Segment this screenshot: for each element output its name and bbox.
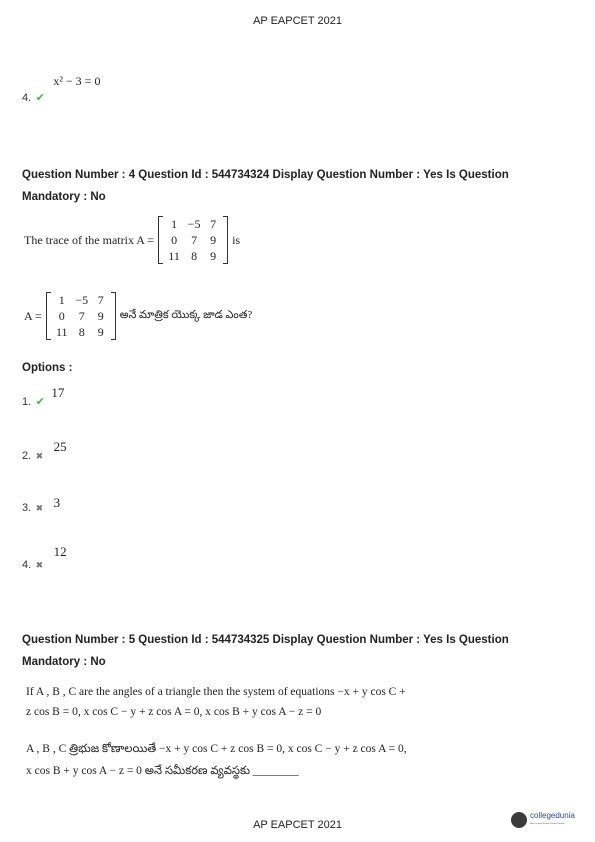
matrix-cell: 7 bbox=[97, 293, 104, 307]
q4-heading-line1: Question Number : 4 Question Id : 544734324 Display Question Number : Yes Is Question bbox=[22, 169, 509, 181]
option-1[interactable] bbox=[22, 384, 65, 408]
matrix-cell: 1 bbox=[58, 293, 65, 307]
q5-english bbox=[26, 682, 406, 722]
mascot-icon bbox=[511, 812, 527, 828]
matrix-cell: 8 bbox=[78, 325, 85, 339]
q4-heading-line2: Mandatory : No bbox=[22, 191, 106, 203]
matrix-cell: 9 bbox=[210, 249, 217, 263]
q5-heading-line2: Mandatory : No bbox=[22, 656, 106, 668]
matrix-cell: 7 bbox=[191, 233, 198, 247]
check-icon: ✔ bbox=[35, 396, 45, 408]
option-value: 17 bbox=[51, 385, 65, 400]
matrix-cell: 7 bbox=[78, 309, 85, 323]
option-number: 2. bbox=[22, 450, 32, 462]
matrix-grid bbox=[163, 216, 223, 264]
matrix-cell: −5 bbox=[187, 217, 201, 231]
matrix-cell: 8 bbox=[191, 249, 198, 263]
matrix-cell: 0 bbox=[58, 309, 65, 323]
logo-tagline: India's largest Student Review Platform bbox=[530, 823, 565, 825]
matrix-cell: 9 bbox=[210, 233, 217, 247]
page-footer: AP EAPCET 2021 bbox=[253, 819, 342, 831]
matrix-cell: 11 bbox=[168, 249, 180, 263]
matrix-cell: 11 bbox=[56, 325, 68, 339]
prev-option-number: 4. bbox=[22, 92, 32, 104]
q5-heading-line1: Question Number : 5 Question Id : 544734325 Display Question Number : Yes Is Question bbox=[22, 634, 509, 646]
q4-matrix-te bbox=[46, 292, 116, 340]
q4-en-prefix: The trace of the matrix A = bbox=[24, 232, 155, 247]
option-number: 4. bbox=[22, 559, 32, 571]
prev-option-equation: x² − 3 = 0 bbox=[53, 74, 101, 88]
matrix-grid bbox=[51, 292, 111, 340]
matrix-cell: 9 bbox=[97, 325, 104, 339]
q5-en-line2: z cos B = 0, x cos C − y + z cos A = 0, x cos B + y cos A − z = 0 bbox=[26, 706, 322, 718]
q4-en-suffix: is bbox=[232, 232, 241, 247]
q4-te-prefix: A = bbox=[24, 308, 42, 323]
options-label: Options : bbox=[22, 362, 73, 374]
matrix-cell: 7 bbox=[210, 217, 217, 231]
collegedunia-logo bbox=[511, 807, 591, 833]
check-icon: ✔ bbox=[35, 92, 45, 104]
matrix-cell: 1 bbox=[171, 217, 178, 231]
option-value: 25 bbox=[53, 439, 67, 454]
q5-heading bbox=[22, 629, 582, 673]
page-header: AP EAPCET 2021 bbox=[253, 15, 342, 27]
option-4[interactable] bbox=[22, 543, 67, 571]
q5-en-line1: If A , B , C are the angles of a triangle then the system of equations −x + y cos C + bbox=[26, 686, 406, 698]
option-number: 1. bbox=[22, 396, 32, 408]
q4-te-suffix: అనే మాత్రిక యొక్క జాడ ఎంత? bbox=[119, 308, 253, 321]
matrix-cell: 0 bbox=[171, 233, 178, 247]
option-value: 3 bbox=[53, 495, 61, 510]
q4-telugu bbox=[24, 292, 252, 340]
logo-text: collegedunia bbox=[530, 811, 575, 820]
option-number: 3. bbox=[22, 502, 32, 514]
cross-icon: ✖ bbox=[35, 451, 44, 461]
option-value: 12 bbox=[53, 544, 67, 559]
q5-te-line1: A , B , C త్రిభుజ కోణాలయితే −x + y cos C + z cos B = 0, x cos C − y + z cos A = 0, bbox=[26, 743, 407, 755]
q4-heading bbox=[22, 164, 582, 208]
cross-icon: ✖ bbox=[35, 503, 44, 513]
prev-option bbox=[22, 72, 101, 104]
q4-english bbox=[24, 216, 240, 264]
q5-telugu bbox=[26, 738, 407, 782]
q4-matrix-en bbox=[158, 216, 228, 264]
option-3[interactable] bbox=[22, 494, 60, 512]
q5-te-line2: x cos B + y cos A − z = 0 అనే సమీకరణ వ్యవస్థకు ________ bbox=[26, 765, 299, 777]
cross-icon: ✖ bbox=[35, 560, 44, 570]
matrix-cell: −5 bbox=[75, 293, 89, 307]
option-2[interactable] bbox=[22, 438, 67, 462]
matrix-cell: 9 bbox=[97, 309, 104, 323]
